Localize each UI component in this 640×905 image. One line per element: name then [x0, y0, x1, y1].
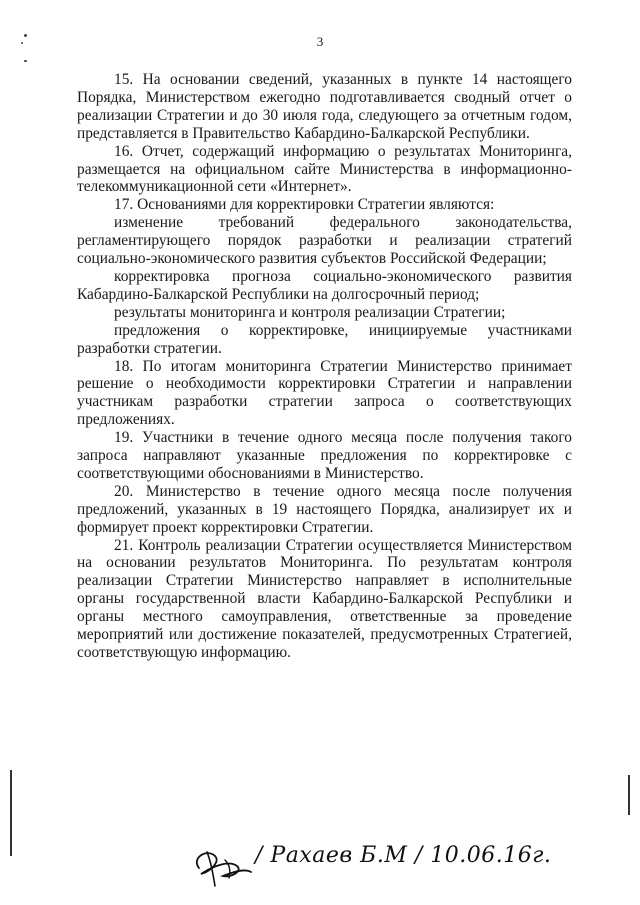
paragraph-18: 18. По итогам мониторинга Стратегии Министерство принимает решение о необходимости корректировки Стратегии и направлении участникам разработки стратегии запроса о соответствующих предложениях. — [77, 357, 572, 429]
list-item-proposals: предложения о корректировке, инициируемые участниками разработки стратегии. — [77, 321, 572, 357]
paragraph-21: 21. Контроль реализации Стратегии осуществляется Министерством на основании результатов Мониторинга. По результатам контроля реализации Стратегии Министерство направляет в исполнительные органы государственной власти Кабардино-Балкарской Республики и органы местного самоуправления, ответственные за проведение мероприятий или достижение показателей, предусмотренных Стратегией, соответствующую информацию. — [77, 536, 572, 661]
signature-block — [185, 838, 552, 898]
scan-speck — [21, 42, 23, 44]
handwritten-signature-note: / Рахаев Б.М / 10.06.16г. — [255, 843, 552, 868]
margin-line-right — [628, 775, 630, 815]
list-item-legislation: изменение требований федерального законодательства, регламентирующего порядок разработки и реализации стратегий социально-экономического развития субъектов Российской Федерации; — [77, 214, 572, 268]
document-body — [77, 71, 572, 662]
paragraph-20: 20. Министерство в течение одного месяца после получения предложений, указанных в 19 настоящего Порядка, анализирует их и формирует проект корректировки Стратегии. — [77, 482, 572, 536]
signature-scribble-icon — [185, 838, 265, 898]
page-number: 3 — [316, 34, 324, 49]
list-item-monitoring-results: результаты мониторинга и контроля реализации Стратегии; — [114, 303, 506, 321]
paragraph-19: 19. Участники в течение одного месяца после получения такого запроса направляют указанные предложения по корректировке с соответствующими обоснованиями в Министерство. — [77, 429, 572, 482]
list-item-forecast: корректировка прогноза социально-экономического развития Кабардино-Балкарской Республики на долгосрочный период; — [77, 267, 572, 303]
paragraph-17: 17. Основаниями для корректировки Стратегии являются: — [114, 196, 495, 214]
scan-speck — [24, 34, 27, 37]
paragraph-15: 15. На основании сведений, указанных в пункте 14 настоящего Порядка, Министерством ежегодно подготавливается сводный отчет о реализации Стратегии и до 30 июля года, следующего за отчетным годом, представляется в Правительство Кабардино-Балкарской Республики. — [77, 71, 572, 142]
paragraph-16: 16. Отчет, содержащий информацию о результатах Мониторинга, размещается на официальном сайте Министерства в информационно-телекоммуникационной сети «Интернет». — [77, 142, 572, 196]
margin-line-left — [10, 770, 12, 856]
scan-speck — [24, 60, 27, 62]
